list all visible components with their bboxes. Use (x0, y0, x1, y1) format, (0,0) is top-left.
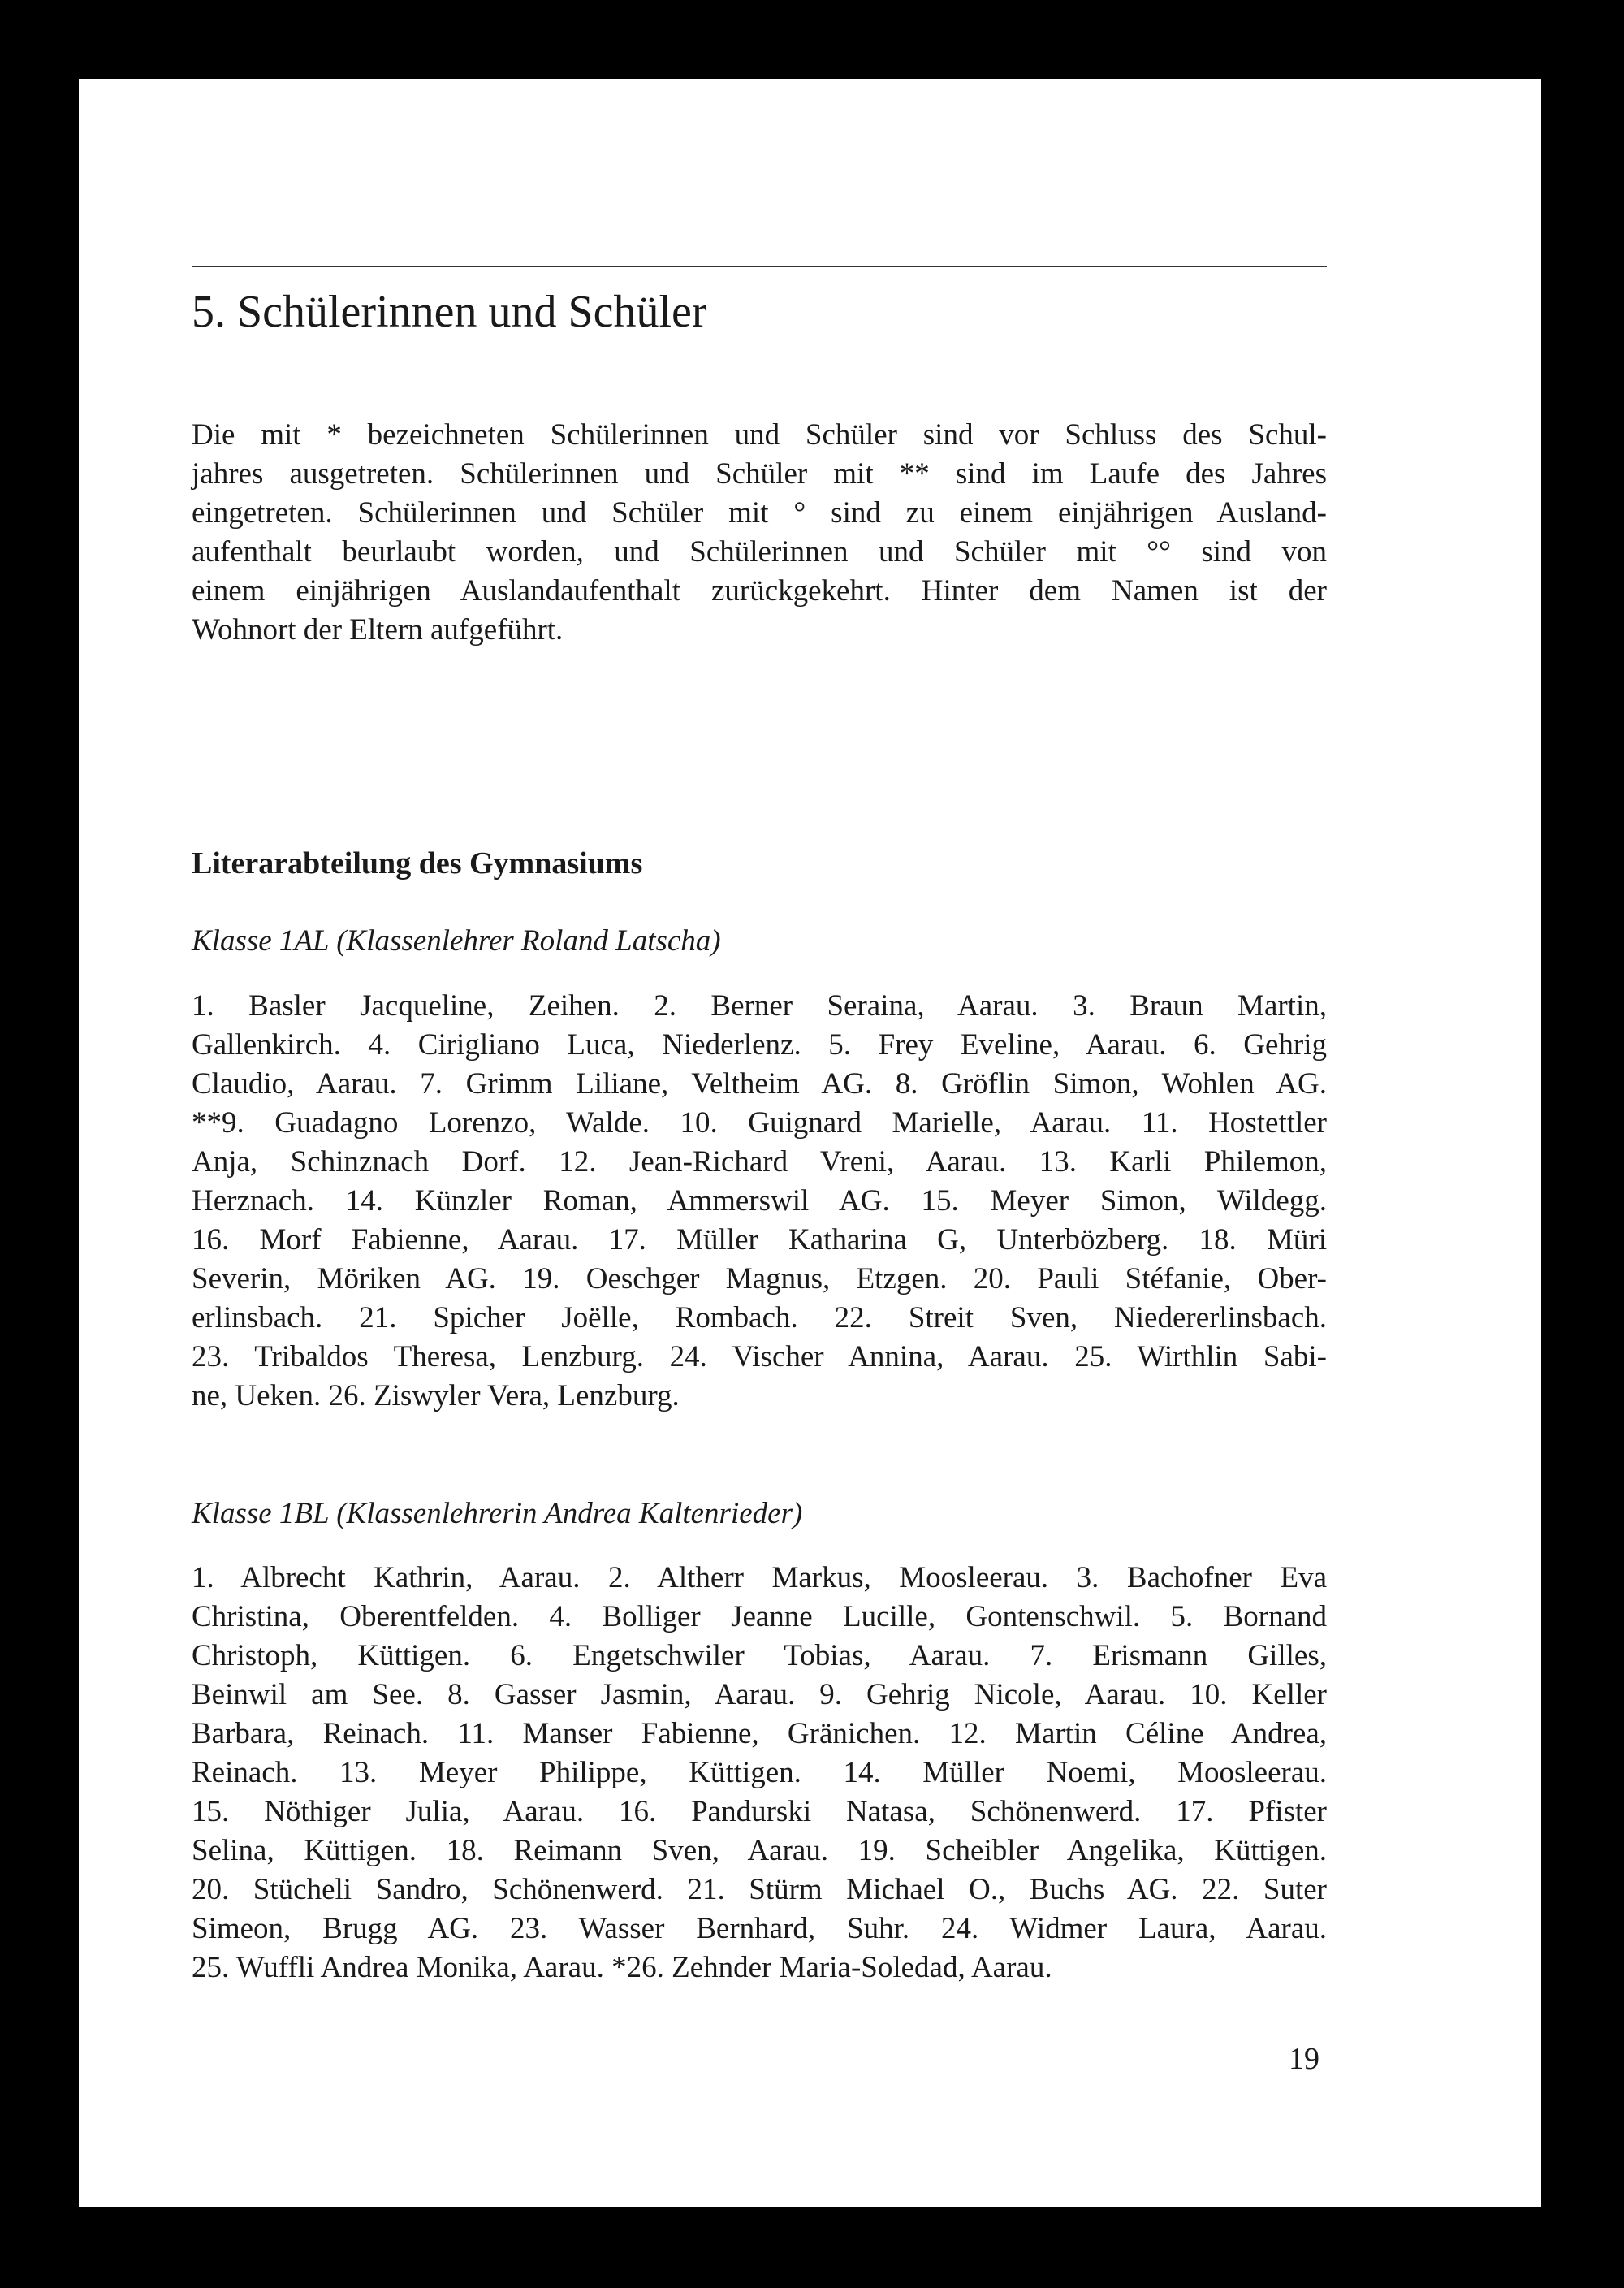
text-line: 25. Wuffli Andrea Monika, Aarau. *26. Zehnder Maria-Soledad, Aarau. (192, 1951, 1052, 1984)
text-line: ne, Ueken. 26. Ziswyler Vera, Lenzburg. (192, 1379, 680, 1412)
document-page (79, 79, 1541, 2207)
text-line: Herznach. 14. Künzler Roman, Ammerswil AG. 15. Meyer Simon, Wildegg. (192, 1184, 1327, 1218)
text-line: Die mit * bezeichneten Schülerinnen und Schüler sind vor Schluss des Schul- (192, 418, 1327, 452)
text-line: einem einjährigen Auslandaufenthalt zurückgekehrt. Hinter dem Namen ist der (192, 574, 1327, 608)
intro-paragraph (192, 416, 1327, 650)
text-line: Selina, Küttigen. 18. Reimann Sven, Aarau. 19. Scheibler Angelika, Küttigen. (192, 1834, 1327, 1867)
text-line: Barbara, Reinach. 11. Manser Fabienne, Gränichen. 12. Martin Céline Andrea, (192, 1717, 1327, 1750)
text-line: 20. Stücheli Sandro, Schönenwerd. 21. Stürm Michael O., Buchs AG. 22. Suter (192, 1873, 1327, 1906)
text-line: 23. Tribaldos Theresa, Lenzburg. 24. Vischer Annina, Aarau. 25. Wirthlin Sabi- (192, 1340, 1327, 1373)
text-line: Gallenkirch. 4. Cirigliano Luca, Niederlenz. 5. Frey Eveline, Aarau. 6. Gehrig (192, 1028, 1327, 1062)
text-line: 1. Albrecht Kathrin, Aarau. 2. Altherr Markus, Moosleerau. 3. Bachofner Eva (192, 1561, 1327, 1594)
text-line: Simeon, Brugg AG. 23. Wasser Bernhard, Suhr. 24. Widmer Laura, Aarau. (192, 1912, 1327, 1945)
text-line: Severin, Möriken AG. 19. Oeschger Magnus, Etzgen. 20. Pauli Stéfanie, Ober- (192, 1262, 1327, 1295)
class-title-1al: Klasse 1AL (Klassenlehrer Roland Latscha) (192, 924, 721, 958)
text-line: **9. Guadagno Lorenzo, Walde. 10. Guignard Marielle, Aarau. 11. Hostettler (192, 1106, 1327, 1140)
heading-rule (192, 266, 1327, 267)
text-line: 1. Basler Jacqueline, Zeihen. 2. Berner Seraina, Aarau. 3. Braun Martin, (192, 989, 1327, 1023)
chapter-heading: 5. Schülerinnen und Schüler (192, 287, 707, 337)
text-line: erlinsbach. 21. Spicher Joëlle, Rombach. 22. Streit Sven, Niedererlinsbach. (192, 1301, 1327, 1334)
text-line: Wohnort der Eltern aufgeführt. (192, 613, 564, 647)
text-line: Christoph, Küttigen. 6. Engetschwiler Tobias, Aarau. 7. Erismann Gilles, (192, 1639, 1327, 1672)
section-title: Literarabteilung des Gymnasiums (192, 846, 643, 880)
class-list-1al (192, 987, 1327, 1416)
class-title-1bl: Klasse 1BL (Klassenlehrerin Andrea Kaltenrieder) (192, 1497, 803, 1530)
text-line: jahres ausgetreten. Schülerinnen und Schüler mit ** sind im Laufe des Jahres (192, 457, 1327, 491)
text-line: Anja, Schinznach Dorf. 12. Jean-Richard Vreni, Aarau. 13. Karli Philemon, (192, 1145, 1327, 1179)
text-line: Claudio, Aarau. 7. Grimm Liliane, Veltheim AG. 8. Gröflin Simon, Wohlen AG. (192, 1067, 1327, 1101)
text-line: Christina, Oberentfelden. 4. Bolliger Jeanne Lucille, Gontenschwil. 5. Bornand (192, 1600, 1327, 1633)
text-line: aufenthalt beurlaubt worden, und Schülerinnen und Schüler mit °° sind von (192, 535, 1327, 569)
text-line: eingetreten. Schülerinnen und Schüler mit ° sind zu einem einjährigen Ausland- (192, 496, 1327, 530)
class-list-1bl (192, 1559, 1327, 1987)
page-number: 19 (1289, 2042, 1320, 2076)
text-line: 16. Morf Fabienne, Aarau. 17. Müller Katharina G, Unterbözberg. 18. Müri (192, 1223, 1327, 1256)
text-line: Reinach. 13. Meyer Philippe, Küttigen. 14. Müller Noemi, Moosleerau. (192, 1756, 1327, 1789)
text-line: 15. Nöthiger Julia, Aarau. 16. Pandurski Natasa, Schönenwerd. 17. Pfister (192, 1795, 1327, 1828)
text-line: Beinwil am See. 8. Gasser Jasmin, Aarau. 9. Gehrig Nicole, Aarau. 10. Keller (192, 1678, 1327, 1711)
